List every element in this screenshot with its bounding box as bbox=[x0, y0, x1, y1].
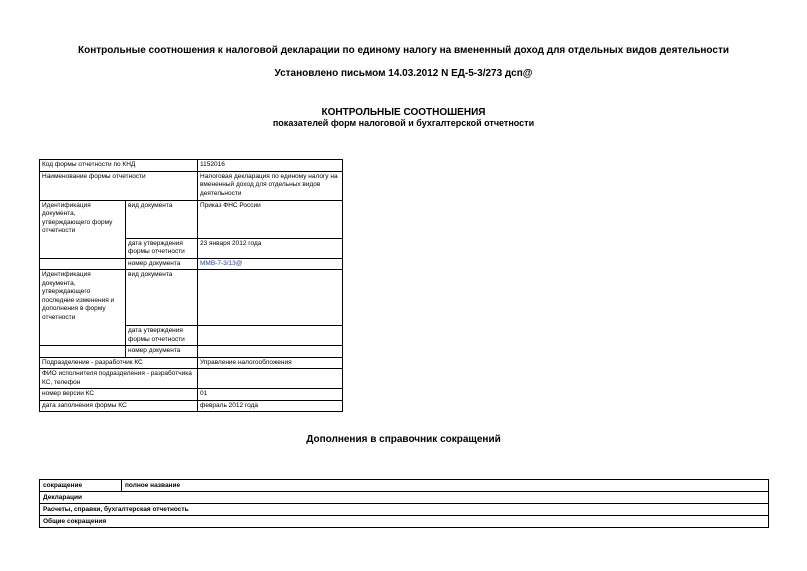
table-row bbox=[40, 516, 769, 528]
approve-doc-type-value: Приказ ФНС России bbox=[198, 200, 343, 238]
changes-doc-type-label: вид документа bbox=[126, 270, 198, 326]
section-subtitle: показателей форм налоговой и бухгалтерской отчетности bbox=[272, 118, 535, 128]
changes-date-label: дата утверждения формы отчетности bbox=[126, 326, 198, 346]
table-row bbox=[40, 238, 343, 258]
executor-label: ФИО исполнителя подразделения - разработчика КС, телефон bbox=[40, 369, 198, 389]
knd-label: Код формы отчетности по КНД bbox=[40, 160, 198, 172]
version-value: 01 bbox=[198, 389, 343, 401]
section-title: КОНТРОЛЬНЫЕ СООТНОШЕНИЯ bbox=[321, 107, 486, 118]
approve-group-label: Идентификация документа, утверждающего форму отчетности bbox=[40, 200, 126, 238]
abbr-group-declarations: Декларации bbox=[40, 492, 769, 504]
approve-doc-type-label: вид документа bbox=[126, 200, 198, 238]
form-metadata-table bbox=[39, 159, 343, 412]
approve-number-label: номер документа bbox=[126, 258, 198, 270]
table-row bbox=[40, 400, 343, 412]
approve-group-spacer bbox=[40, 238, 126, 258]
table-row bbox=[40, 357, 343, 369]
approve-group-spacer bbox=[40, 258, 126, 270]
changes-group-label: Идентификация документа, утверждающего последние изменения и дополнения в форму отчетности bbox=[40, 270, 126, 326]
approve-date-label: дата утверждения формы отчетности bbox=[126, 238, 198, 258]
table-row bbox=[40, 200, 343, 238]
dept-value: Управление налогообложения bbox=[198, 357, 343, 369]
changes-group-spacer bbox=[40, 326, 126, 346]
changes-number-label: номер документа bbox=[126, 346, 198, 358]
table-row bbox=[40, 270, 343, 326]
table-row bbox=[40, 389, 343, 401]
col-short-header: сокращение bbox=[40, 480, 122, 492]
changes-group-spacer bbox=[40, 346, 126, 358]
abbreviations-table bbox=[39, 479, 769, 528]
approve-number-value[interactable] bbox=[198, 258, 343, 270]
table-row bbox=[40, 258, 343, 270]
document-title: Контрольные соотношения к налоговой декларации по единому налогу на вмененный доход для отдельных видов деятельности bbox=[78, 45, 729, 56]
dept-label: Подразделение - разработчик КС bbox=[40, 357, 198, 369]
abbreviations-title: Дополнения в справочник сокращений bbox=[306, 434, 501, 445]
table-row bbox=[40, 504, 769, 516]
table-row bbox=[40, 492, 769, 504]
knd-value: 1152016 bbox=[198, 160, 343, 172]
table-row bbox=[40, 346, 343, 358]
col-full-header: полное название bbox=[122, 480, 769, 492]
changes-doc-type-value bbox=[198, 270, 343, 326]
abbr-group-reports: Расчеты, справки, бухгалтерская отчетность bbox=[40, 504, 769, 516]
table-row bbox=[40, 171, 343, 200]
abbr-group-general: Общие сокращения bbox=[40, 516, 769, 528]
established-by: Установлено письмом 14.03.2012 N ЕД-5-3/273 дсп@ bbox=[274, 68, 533, 79]
form-name-label: Наименование формы отчетности bbox=[40, 171, 198, 200]
version-label: номер версии КС bbox=[40, 389, 198, 401]
executor-value bbox=[198, 369, 343, 389]
changes-number-value bbox=[198, 346, 343, 358]
fill-date-value: февраль 2012 года bbox=[198, 400, 343, 412]
approve-date-value: 23 января 2012 года bbox=[198, 238, 343, 258]
changes-date-value bbox=[198, 326, 343, 346]
table-row bbox=[40, 480, 769, 492]
table-row bbox=[40, 369, 343, 389]
table-row bbox=[40, 326, 343, 346]
form-name-value: Налоговая декларация по единому налогу на вмененный доход для отдельных видов деятельности bbox=[198, 171, 343, 200]
table-row bbox=[40, 160, 343, 172]
fill-date-label: дата заполнения формы КС bbox=[40, 400, 198, 412]
approve-number-link[interactable]: ММВ-7-3/13@ bbox=[200, 259, 243, 267]
